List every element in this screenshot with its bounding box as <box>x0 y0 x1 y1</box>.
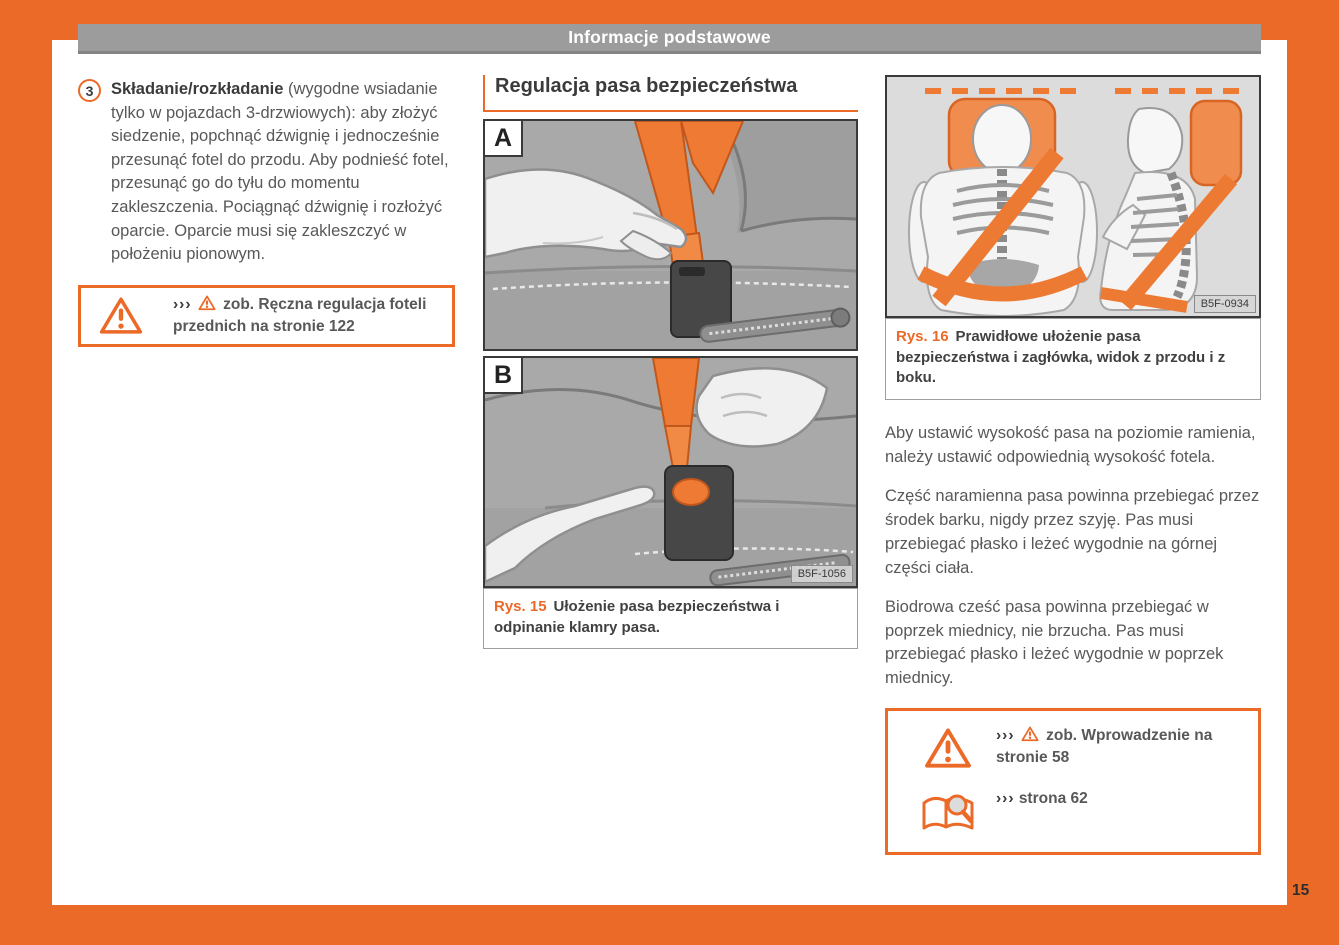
figure15-caption <box>483 588 858 649</box>
panel-b-label: B <box>485 358 523 394</box>
item-heading: Składanie/rozkładanie <box>111 80 284 98</box>
warning-reference-text <box>173 294 452 337</box>
item-paragraph <box>111 78 455 267</box>
cross-reference-chevrons: ››› <box>173 296 192 314</box>
warning-triangle-icon <box>99 296 143 336</box>
figure16-illustration <box>887 77 1259 316</box>
item-body: (wygodne wsiadanie tylko w pojazdach 3-drzwiowych): aby złożyć siedzenie, popchnąć dźwignię i jednocześnie przesunąć fotel do przodu. Aby podnieść fotel, przesunąć go do tyłu do momentu zakleszczenia. Pociągnąć dźwignię i rozłożyć oparcie. Oparcie musi się zakleszczyć w położeniu pionowym. <box>111 80 449 264</box>
book-magnifier-icon <box>920 790 976 836</box>
figure16-caption-label: Rys. 16 <box>896 328 949 345</box>
figure16-caption <box>885 318 1261 400</box>
figure15-caption-label: Rys. 15 <box>494 598 547 615</box>
figure15-panel-a <box>483 119 858 351</box>
page-number: 15 <box>1292 882 1310 899</box>
figure16-caption-text: Prawidłowe ułożenie pasa bezpieczeństwa i zagłówka, widok z przodu i z boku. <box>896 328 1226 387</box>
page-frame-bottom <box>0 905 1339 945</box>
body-paragraph-2: Część naramienna pasa powinna przebiegać przez środek barku, nigdy przez szyję. Pas musi przebiegać płasko i leżeć wygodnie na górnej części ciała. <box>885 486 1260 577</box>
belt-buckle-with-button <box>665 466 733 560</box>
reference-row-warning-text <box>996 725 1246 768</box>
inline-warning-triangle-icon <box>1021 726 1039 742</box>
body-paragraph-1: Aby ustawić wysokość pasa na poziomie ramienia, należy ustawić odpowiednią wysokość fotela. <box>885 424 1256 466</box>
reference-row-warning-label: zob. Wprowadzenie na stronie 58 <box>996 727 1213 766</box>
warning-triangle-icon <box>924 727 972 770</box>
cross-reference-chevrons: ››› <box>996 727 1015 745</box>
figure15-panel-b <box>483 356 858 588</box>
figure15-panel-a-illustration <box>485 121 856 349</box>
item-number-badge: 3 <box>78 79 101 102</box>
body-paragraph-3: Biodrowa cześć pasa powinna przebiegać w poprzek miednicy, nie brzucha. Pas musi przebiegać płasko i leżeć wygodnie w poprzek miednicy. <box>885 597 1224 688</box>
figure16-watermark: B5F-0934 <box>1194 295 1256 313</box>
reference-row-page-text <box>996 788 1098 809</box>
chapter-header-bar <box>78 24 1261 54</box>
warning-reference-box <box>78 285 455 347</box>
reference-row-page <box>900 788 1246 836</box>
section-heading: Regulacja pasa bezpieczeństwa <box>483 75 858 112</box>
figure15-watermark: B5F-1056 <box>791 565 853 583</box>
page-frame-right <box>1287 0 1339 945</box>
figure-16 <box>885 75 1261 318</box>
figure15-caption-text: Ułożenie pasa bezpieczeństwa i odpinanie klamry pasa. <box>494 598 780 636</box>
page-frame-left <box>0 0 52 945</box>
inline-warning-triangle-icon <box>198 295 216 311</box>
warning-reference-label: zob. Ręczna regulacja foteli przednich na stronie 122 <box>173 296 427 335</box>
middle-column <box>483 75 858 649</box>
reference-row-icon-cell <box>900 725 996 770</box>
cross-reference-chevrons: ››› <box>996 790 1015 808</box>
numbered-item-3 <box>78 78 455 267</box>
panel-a-label: A <box>485 121 523 157</box>
left-column <box>78 78 455 347</box>
chapter-title: Informacje podstawowe <box>568 27 771 47</box>
cross-reference-box <box>885 708 1261 855</box>
figure15-panel-b-illustration <box>485 358 856 586</box>
reference-row-warning <box>900 725 1246 770</box>
figure-15 <box>483 119 858 649</box>
reference-row-icon-cell <box>900 788 996 836</box>
reference-row-page-label: strona 62 <box>1018 790 1088 808</box>
right-column <box>885 75 1261 855</box>
